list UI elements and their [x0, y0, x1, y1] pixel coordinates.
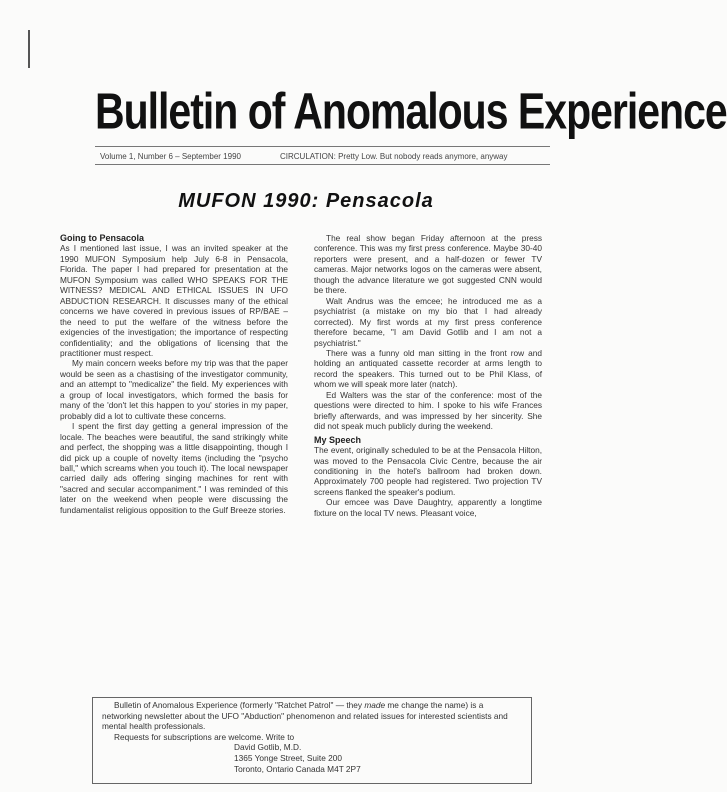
- article-headline: MUFON 1990: Pensacola: [178, 190, 434, 212]
- article-paragraph: As I mentioned last issue, I was an invited speaker at the 1990 MUFON Symposium help July 6-8 in Pensacola, Florida. The paper I had prepared for presentation at the MUFON Symposium was called WHO SPEAKS FOR THE WITNESS? MEDICAL AND ETHICAL ISSUES IN UFO ABDUCTION RESEARCH. It discusses many of the ethical concerns we have covered in previous issues of RP/BAE – the need to put the welfare of the witness before the exigencies of the investigation; the importance of respecting confidentiality; and the obligations of licensing that the practitioner must respect.: [60, 243, 288, 358]
- masthead-rule-top: [95, 146, 550, 147]
- article-paragraph: The real show began Friday afternoon at the press conference. This was my first press conference. Maybe 30-40 reporters were present, and a half-dozen or fewer TV cameras. Major networks logos on the cameras were absent, though the advance literature we got suggested CNN would be there.: [314, 233, 542, 296]
- article-paragraph: My main concern weeks before my trip was that the paper would be seen as a chastising of the investigator community, and an attempt to "medicalize" the field. My experiences with a group of local investigators, which formed the basis for many of the 'don't let this happen to you' stories in my paper, probably did a lot to cultivate these concerns.: [60, 358, 288, 421]
- masthead-rule-bottom: [95, 164, 550, 165]
- right-column: [314, 233, 542, 518]
- issue-info: Volume 1, Number 6 – September 1990: [100, 152, 241, 161]
- section-heading-my-speech: My Speech: [314, 434, 362, 445]
- address-city: Toronto, Ontario Canada M4T 2P7: [234, 763, 361, 774]
- masthead-title: Bulletin of Anomalous Experience: [95, 82, 727, 140]
- article-paragraph: There was a funny old man sitting in the front row and holding an antiquated cassette recorder at arms length to record the speakers. This turned out to be Phil Klass, of whom we will speak more later (natch).: [314, 347, 542, 390]
- section-heading-going-to-pensacola: Going to Pensacola: [60, 233, 145, 243]
- subscription-request: Requests for subscriptions are welcome. Write to: [114, 731, 295, 742]
- article-paragraph: I spent the first day getting a general impression of the locale. The beaches were beautiful, the sand strikingly white and perfect, the shopping was a little disappointing, though I did pick up a couple of novelty items (including the "psycho ball," which screams when you touch it). The local newspaper carried daily ads offering singing machines for rent with "sacred and secular accompaniment." I was reminded of this later on the weekend when people were discussing the fundamentalist religious opposition to the Gulf Breeze stories.: [60, 421, 288, 515]
- subscription-text: [102, 700, 522, 774]
- left-column: [60, 233, 288, 515]
- circulation-note: CIRCULATION: Pretty Low. But nobody reads anymore, anyway: [280, 152, 508, 161]
- article-paragraph: Walt Andrus was the emcee; he introduced me as a psychiatrist (a mistake on my bio that I had already corrected). My first words at my first press conference therefore became, "I am David Gotlib and I am not a psychiatrist.": [314, 295, 542, 348]
- article-paragraph: Ed Walters was the star of the conference: most of the questions were directed to him. I spoke to his wife Frances briefly afterwards, and was impressed by her sincerity. She did not speak much publicly during the weekend.: [314, 389, 542, 432]
- article-paragraph: The event, originally scheduled to be at the Pensacola Hilton, was moved to the Pensacola Civic Centre, because the air conditioning in the hotel's ballroom had broken down. Approximately 700 people had registered. Two projection TV screens flanked the speaker's podium.: [314, 445, 542, 497]
- margin-mark: [28, 30, 30, 68]
- address-name: David Gotlib, M.D.: [234, 742, 302, 753]
- newsletter-description: Bulletin of Anomalous Experience (formerly "Ratchet Patrol" — they made me change the name) is a networking newsletter about the UFO "Abduction" phenomenon and related issues for interested scientists and mental health professionals.: [102, 700, 508, 732]
- address-street: 1365 Yonge Street, Suite 200: [234, 752, 342, 763]
- article-paragraph: Our emcee was Dave Daughtry, apparently a longtime fixture on the local TV news. Pleasant voice,: [314, 497, 542, 518]
- issue-line: [100, 152, 550, 161]
